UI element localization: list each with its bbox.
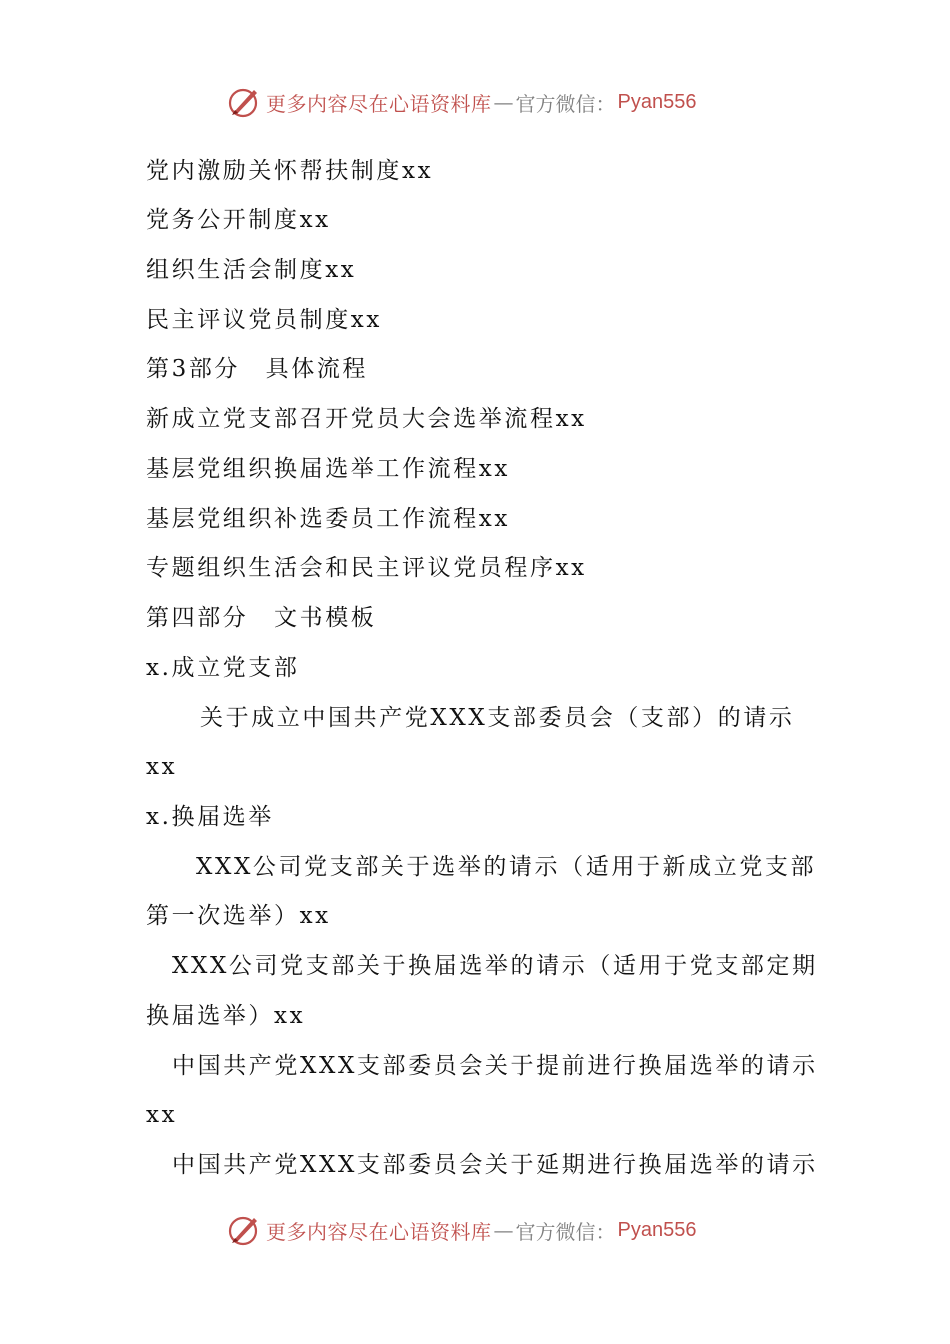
toc-line: 中国共产党XXX支部委员会关于延期进行换届选举的请示 <box>172 1152 818 1178</box>
subsection-heading: x.换届选举 <box>146 804 274 830</box>
watermark-separator: — <box>493 1218 514 1242</box>
toc-line: 党务公开制度xx <box>146 207 331 233</box>
watermark-wechat-label: 官方微信： <box>515 1219 616 1244</box>
section-heading: 第四部分 文书模板 <box>146 605 377 631</box>
toc-line: xx <box>146 754 178 780</box>
toc-line: XXX公司党支部关于选举的请示（适用于新成立党支部 <box>196 854 817 880</box>
watermark-wechat-label: 官方微信： <box>515 91 616 116</box>
toc-line: 基层党组织换届选举工作流程xx <box>146 456 510 482</box>
toc-line: 基层党组织补选委员工作流程xx <box>146 506 510 532</box>
watermark-separator: — <box>493 90 514 114</box>
watermark-wechat-id: Pyan556 <box>617 1218 697 1241</box>
section-heading: 第3部分 具体流程 <box>146 356 369 382</box>
watermark-footer <box>226 1210 696 1250</box>
watermark-text: 更多内容尽在心语资料库 <box>266 91 492 116</box>
toc-line: 中国共产党XXX支部委员会关于提前进行换届选举的请示 <box>172 1053 818 1079</box>
watermark-wechat-id: Pyan556 <box>617 90 697 113</box>
toc-line: 关于成立中国共产党XXX支部委员会（支部）的请示 <box>200 705 795 731</box>
toc-line: 民主评议党员制度xx <box>146 307 382 333</box>
subsection-heading: x.成立党支部 <box>146 655 300 681</box>
toc-line: xx <box>146 1102 178 1128</box>
toc-line: XXX公司党支部关于换届选举的请示（适用于党支部定期 <box>172 953 818 979</box>
toc-line: 专题组织生活会和民主评议党员程序xx <box>146 555 587 581</box>
toc-line: 新成立党支部召开党员大会选举流程xx <box>146 406 587 432</box>
toc-line: 组织生活会制度xx <box>146 257 357 283</box>
quill-logo-icon <box>226 1212 262 1248</box>
toc-line: 党内激励关怀帮扶制度xx <box>146 158 434 184</box>
toc-line: 第一次选举）xx <box>146 903 331 929</box>
watermark-text: 更多内容尽在心语资料库 <box>266 1219 492 1244</box>
quill-logo-icon <box>226 84 262 120</box>
toc-line: 换届选举）xx <box>146 1003 306 1029</box>
watermark-header <box>226 82 696 122</box>
